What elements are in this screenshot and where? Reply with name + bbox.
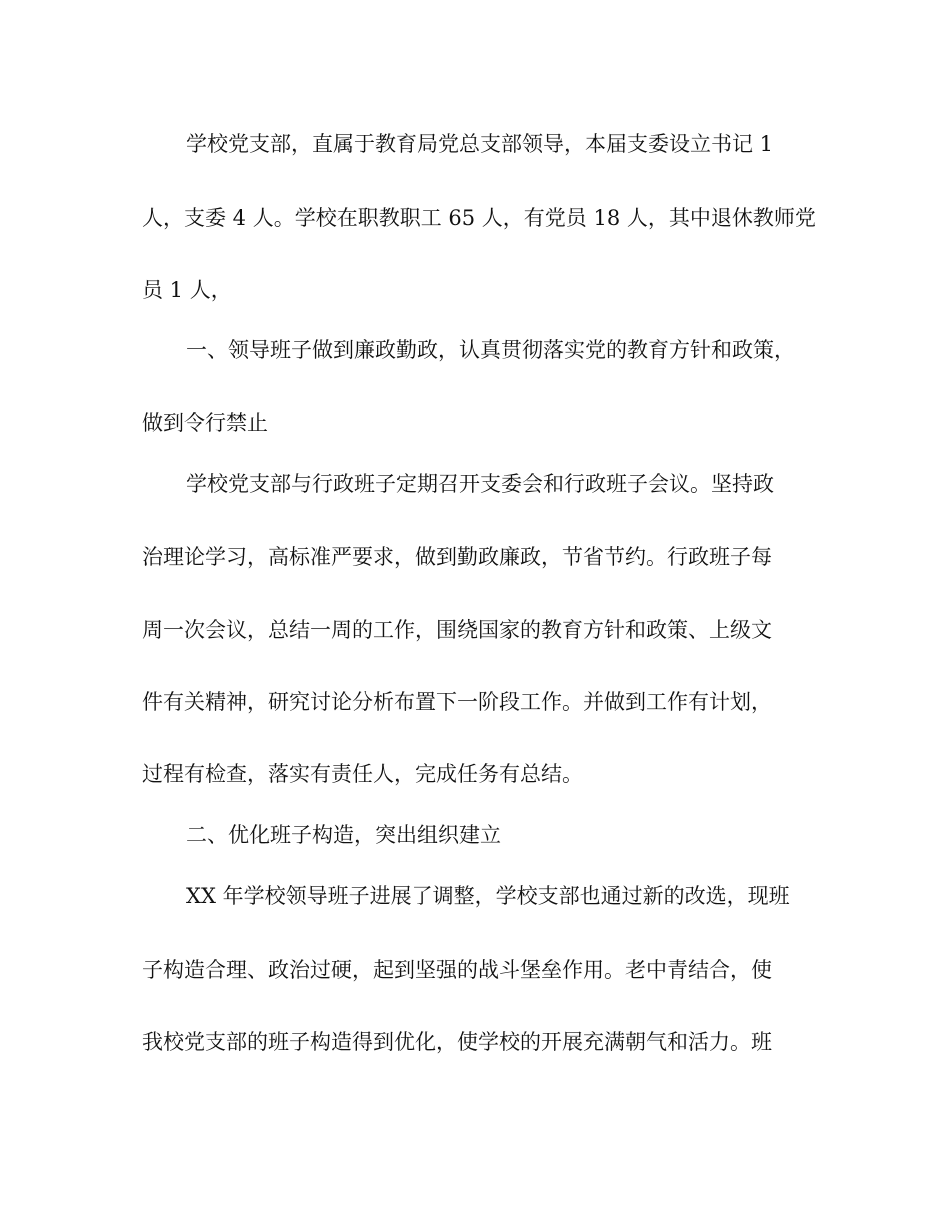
paragraph-line: 学校党支部与行政班子定期召开支委会和行政班子会议。坚持政	[186, 472, 774, 496]
paragraph-line: 件有关精神，研究讨论分析布置下一阶段工作。并做到工作有计划，	[142, 690, 772, 714]
section-heading: 一、领导班子做到廉政勤政，认真贯彻落实党的教育方针和政策，	[186, 338, 795, 362]
section-heading: 做到令行禁止	[142, 411, 268, 435]
paragraph-line: 学校党支部，直属于教育局党总支部领导，本届支委设立书记 1	[186, 132, 774, 156]
paragraph-line: 我校党支部的班子构造得到优化，使学校的开展充满朝气和活力。班	[142, 1030, 772, 1054]
paragraph-line: 过程有检查，落实有责任人，完成任务有总结。	[142, 762, 583, 786]
paragraph-line: 人，支委 4 人。学校在职教职工 65 人，有党员 18 人，其中退休教师党	[142, 206, 816, 230]
paragraph-line: XX 年学校领导班子进展了调整，学校支部也通过新的改选，现班	[186, 884, 790, 908]
paragraph-line: 员 1 人，	[142, 278, 232, 302]
paragraph-line: 周一次会议，总结一周的工作，围绕国家的教育方针和政策、上级文	[142, 618, 772, 642]
paragraph-line: 治理论学习，高标准严要求，做到勤政廉政，节省节约。行政班子每	[142, 545, 772, 569]
paragraph-line: 子构造合理、政治过硬，起到坚强的战斗堡垒作用。老中青结合，使	[142, 958, 772, 982]
section-heading: 二、优化班子构造，突出组织建立	[186, 823, 501, 847]
